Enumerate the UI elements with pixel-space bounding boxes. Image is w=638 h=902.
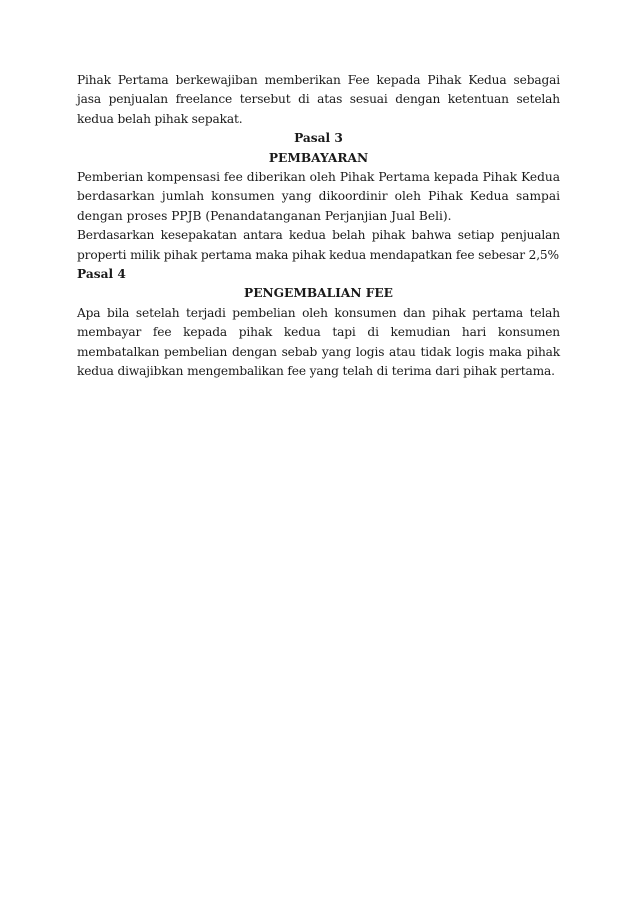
pasal-4-title: Pasal 4 [77,267,126,282]
obligation-paragraph: Pihak Pertama berkewajiban memberikan Fee kepada Pihak Kedua sebagai jasa penjualan freelance tersebut di atas sesuai dengan ketentuan setelah kedua belah pihak sepakat. [77,73,560,126]
pasal-3-compensation-paragraph: Pemberian kompensasi fee diberikan oleh Pihak Pertama kepada Pihak Kedua berdasarkan jumlah konsumen yang dikoordinir oleh Pihak Kedua sampai dengan proses PPJB (Penandatanganan Perjanjian Jual Beli). [77,170,560,223]
pasal-3-agreement-paragraph: Berdasarkan kesepakatan antara kedua belah pihak bahwa setiap penjualan properti milik pihak pertama maka pihak kedua mendapatkan fee sebesar 2,5% [77,228,560,262]
pasal-3-subtitle: PEMBAYARAN [268,150,369,165]
document-body [77,71,560,382]
pasal-3-title: Pasal 3 [294,131,343,146]
pasal-4-subtitle: PENGEMBALIAN FEE [244,286,393,301]
pasal-4-refund-paragraph: Apa bila setelah terjadi pembelian oleh konsumen dan pihak pertama telah membayar fee kepada pihak kedua tapi di kemudian hari konsumen membatalkan pembelian dengan sebab yang logis atau tidak logis maka pihak kedua diwajibkan mengembalikan fee yang telah di terima dari pihak pertama. [77,305,560,379]
